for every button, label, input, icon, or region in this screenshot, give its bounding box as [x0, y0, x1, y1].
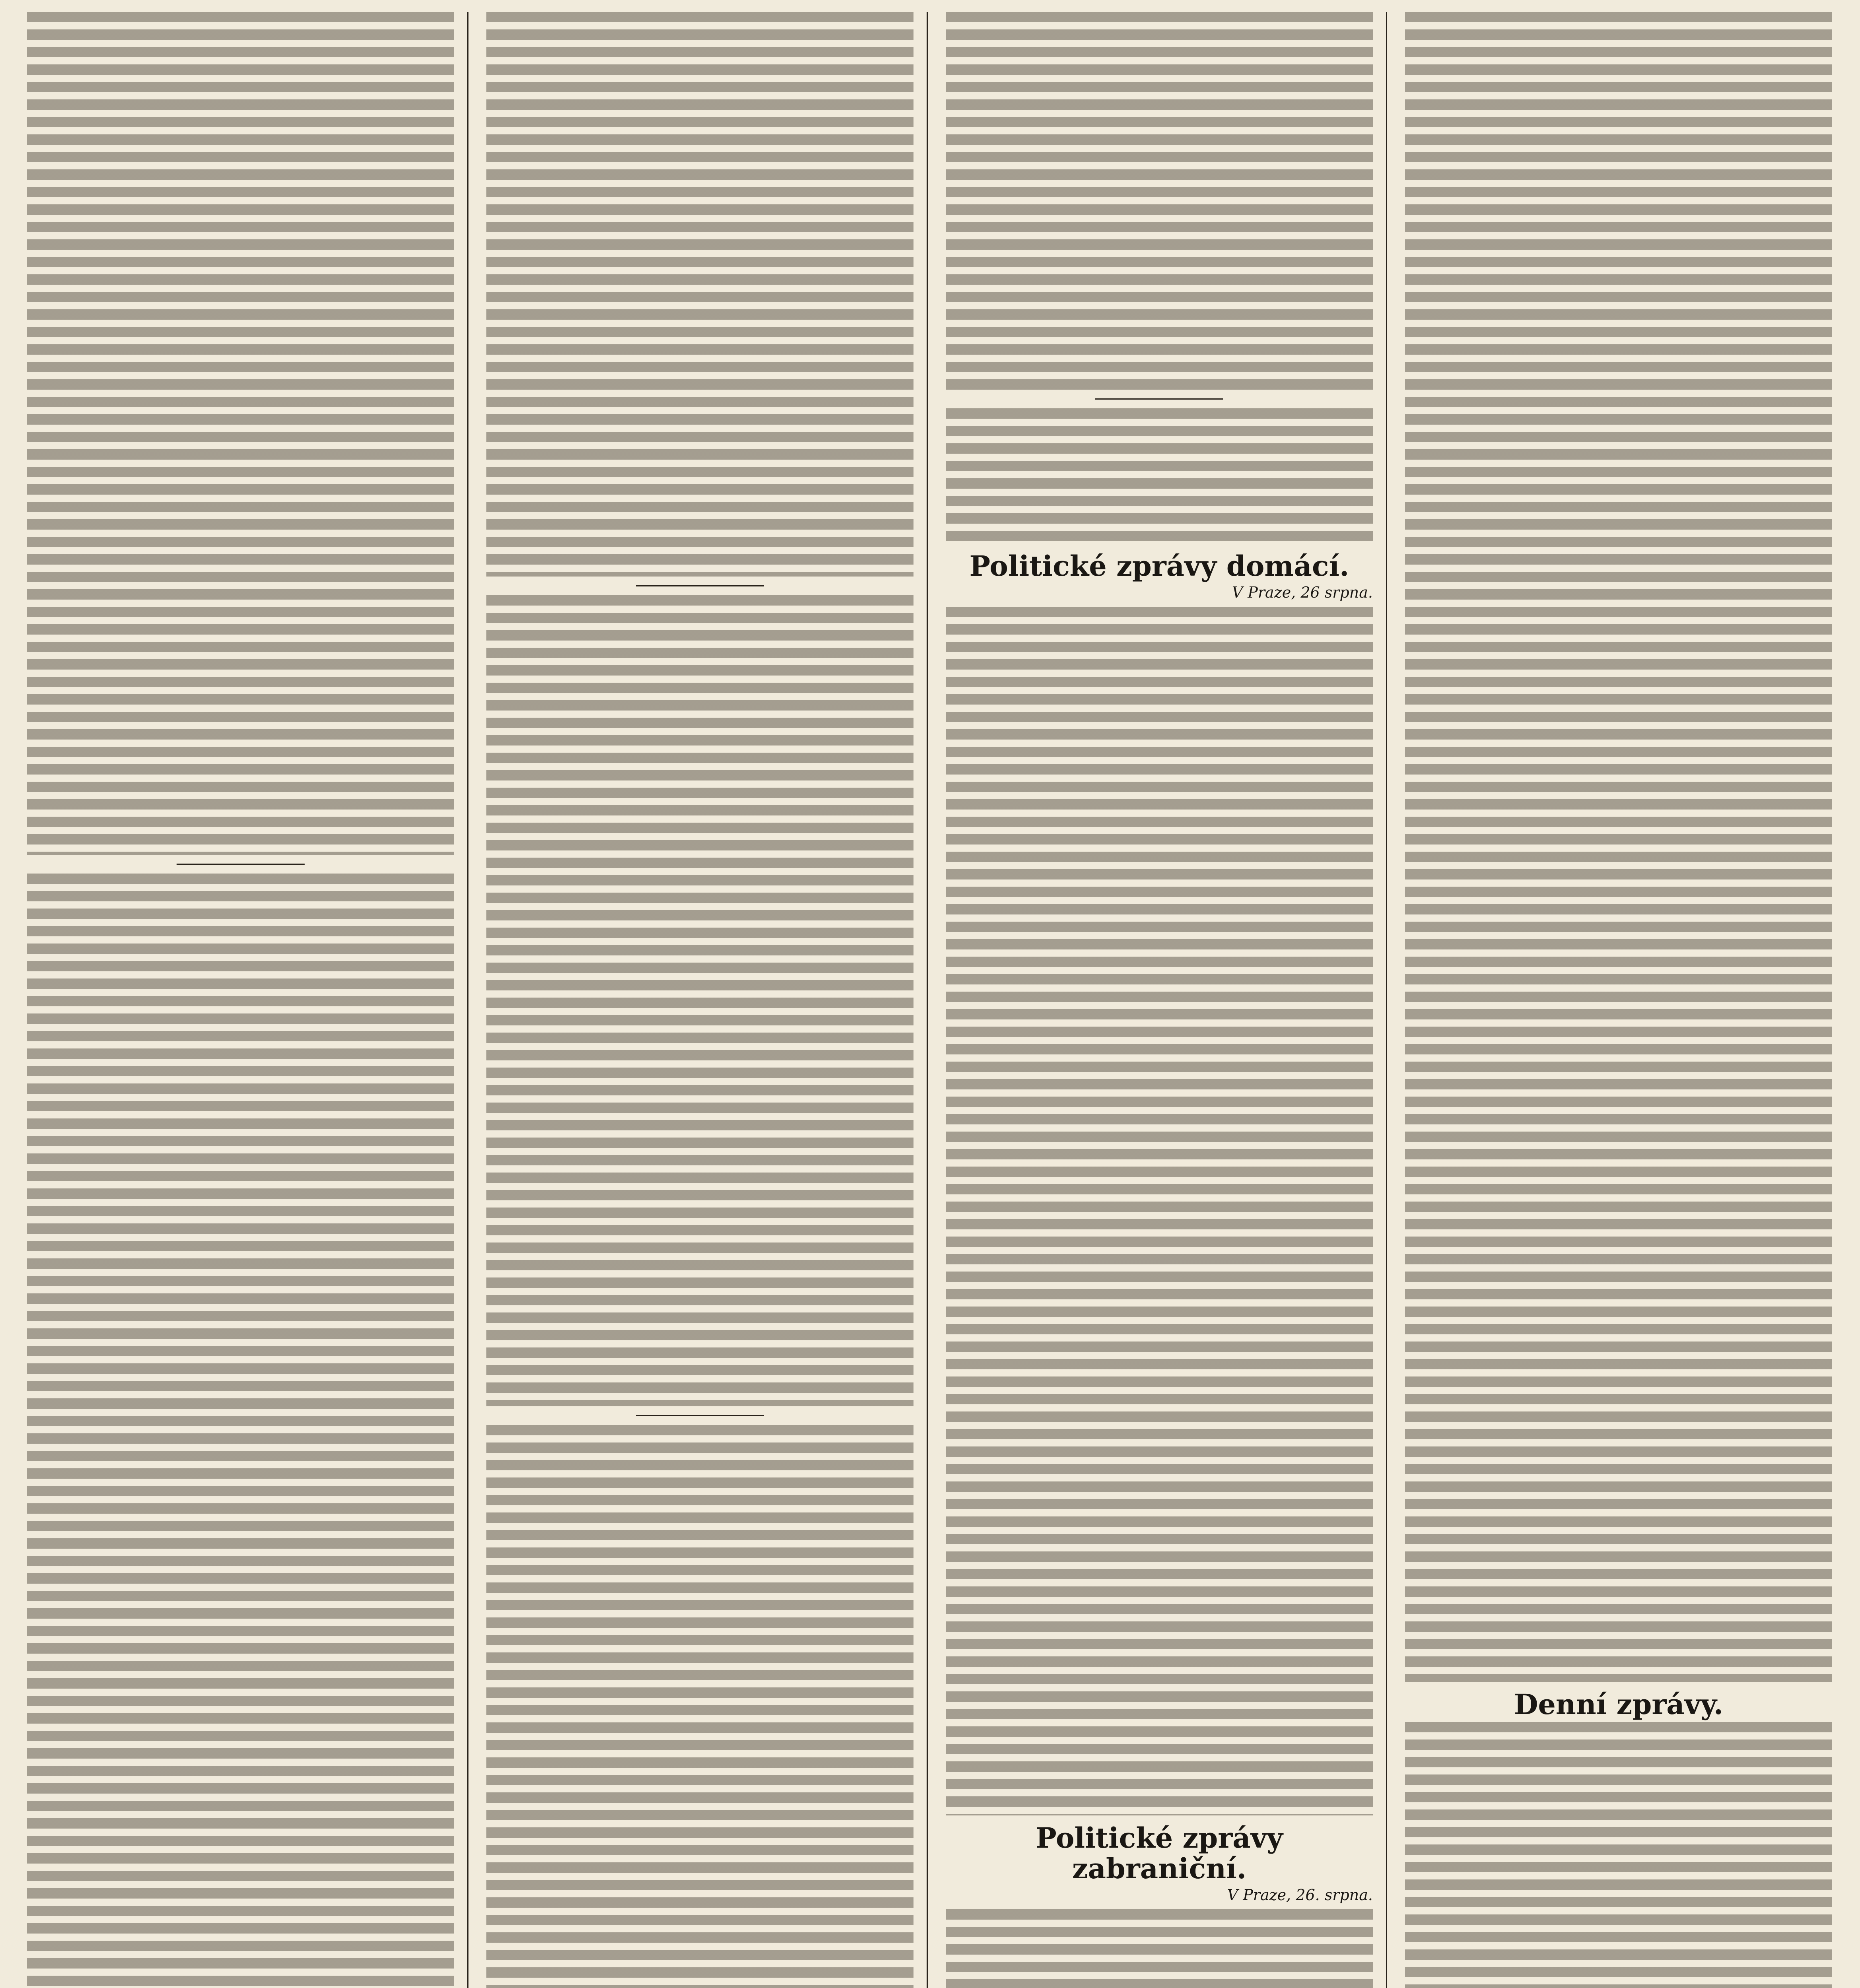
article-text	[946, 607, 1373, 1815]
article-text	[946, 12, 1373, 390]
column-rule	[927, 12, 928, 1988]
article-text	[486, 595, 913, 1406]
separator	[636, 585, 764, 586]
article-text	[946, 1909, 1373, 1988]
separator	[1095, 398, 1223, 400]
column-2	[479, 12, 921, 1988]
section-heading: Politické zprávy domácí.	[969, 549, 1349, 582]
article-text	[27, 874, 454, 1988]
column-rule	[1386, 12, 1387, 1988]
column-rule	[467, 12, 468, 1988]
section-heading: Politické zprávy zabraniční.	[1036, 1821, 1283, 1885]
article-text	[27, 12, 454, 855]
column-3	[939, 12, 1380, 1988]
dateline: V Praze, 26 srpna.	[1232, 584, 1373, 601]
article-text	[486, 12, 913, 577]
article-text	[486, 1425, 913, 1988]
article-text	[1405, 1722, 1832, 1988]
article-text	[1405, 12, 1832, 1682]
column-4	[1398, 12, 1839, 1988]
column-1	[20, 12, 461, 1988]
section-heading: Denní zprávy.	[1514, 1688, 1724, 1721]
dateline: V Praze, 26. srpna.	[1227, 1886, 1373, 1904]
article-text	[946, 408, 1373, 544]
separator	[177, 864, 305, 865]
separator	[636, 1415, 764, 1416]
